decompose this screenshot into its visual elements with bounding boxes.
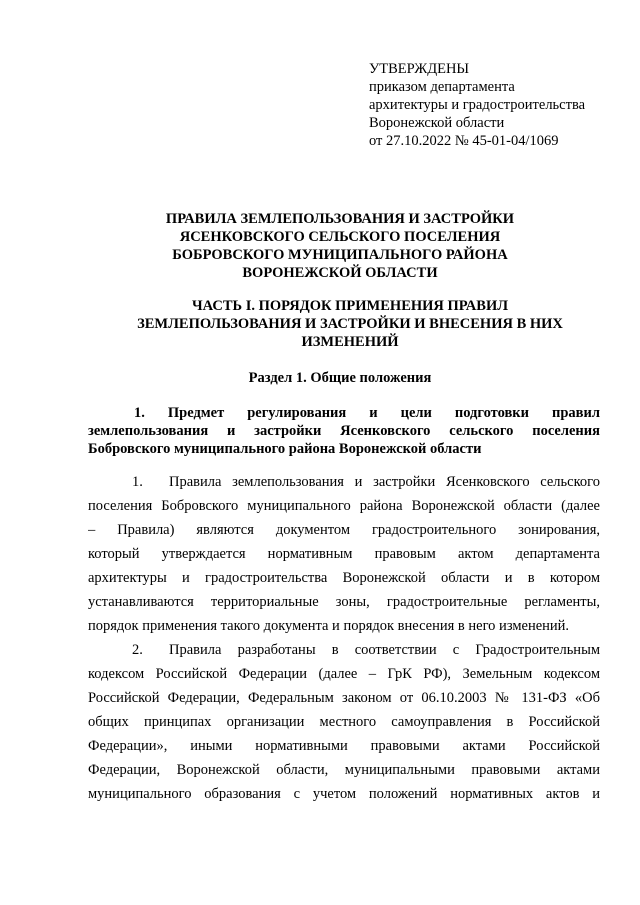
part-line: ИЗМЕНЕНИЙ (301, 334, 399, 350)
part-heading (100, 297, 600, 351)
paragraph-line: поселения Бобровского муниципального района Воронежской области (далее (88, 498, 600, 514)
paragraph-1 (88, 470, 600, 638)
paragraph-2 (88, 638, 600, 806)
approval-line: УТВЕРЖДЕНЫ (369, 61, 470, 77)
paragraph-line: 2. Правила разработаны в соответствии с Градостроительным (88, 638, 600, 662)
paragraph-line: который утверждается нормативным правовым актом департамента (88, 546, 600, 562)
paragraph-number: 1. (132, 474, 143, 490)
document-body (88, 470, 600, 806)
paragraph-line: общих принципах организации местного самоуправления в Российской (88, 714, 600, 730)
paragraph-line: – Правила) являются документом градостроительного зонирования, (88, 522, 600, 538)
paragraph-line: архитектуры и градостроительства Воронежской области и в котором (88, 570, 600, 586)
article-heading (88, 404, 600, 458)
approval-line: от 27.10.2022 № 45-01-04/1069 (369, 133, 559, 149)
article-heading-line: Бобровского муниципального района Воронежской области (88, 441, 482, 457)
title-line: ЯСЕНКОВСКОГО СЕЛЬСКОГО ПОСЕЛЕНИЯ (179, 229, 501, 245)
article-heading-line: 1. Предмет регулирования и цели подготовки правил (134, 405, 600, 421)
title-line: ВОРОНЕЖСКОЙ ОБЛАСТИ (242, 265, 438, 281)
paragraph-number: 2. (132, 642, 143, 658)
paragraph-line: устанавливаются территориальные зоны, градостроительные регламенты, (88, 594, 600, 610)
approval-block (369, 60, 585, 150)
paragraph-line: муниципального образования с учетом положений нормативных актов и (88, 786, 600, 802)
approval-line: приказом департамента (369, 79, 515, 95)
title-line: БОБРОВСКОГО МУНИЦИПАЛЬНОГО РАЙОНА (172, 247, 508, 263)
paragraph-line: кодексом Российской Федерации (далее – ГрК РФ), Земельным кодексом (88, 666, 600, 682)
approval-line: архитектуры и градостроительства (369, 97, 586, 113)
part-line: ЧАСТЬ I. ПОРЯДОК ПРИМЕНЕНИЯ ПРАВИЛ (191, 298, 509, 314)
part-line: ЗЕМЛЕПОЛЬЗОВАНИЯ И ЗАСТРОЙКИ И ВНЕСЕНИЯ В НИХ (137, 316, 563, 332)
article-heading-line: землепользования и застройки Ясенковского сельского поселения (88, 423, 600, 439)
title-line: ПРАВИЛА ЗЕМЛЕПОЛЬЗОВАНИЯ И ЗАСТРОЙКИ (165, 211, 515, 227)
paragraph-line: Российской Федерации, Федеральным законом от 06.10.2003 № 131-ФЗ «Об (88, 690, 600, 706)
paragraph-line: порядок применения такого документа и порядок внесения в него изменений. (88, 618, 570, 634)
section-heading: Раздел 1. Общие положения (248, 370, 432, 386)
paragraph-line: Федерации», иными нормативными правовыми актами Российской (88, 738, 600, 754)
approval-line: Воронежской области (369, 115, 505, 131)
paragraph-line: 1. Правила землепользования и застройки Ясенковского сельского (88, 470, 600, 494)
document-title (80, 210, 600, 282)
paragraph-line: Федерации, Воронежской области, муниципальными правовыми актами (88, 762, 600, 778)
